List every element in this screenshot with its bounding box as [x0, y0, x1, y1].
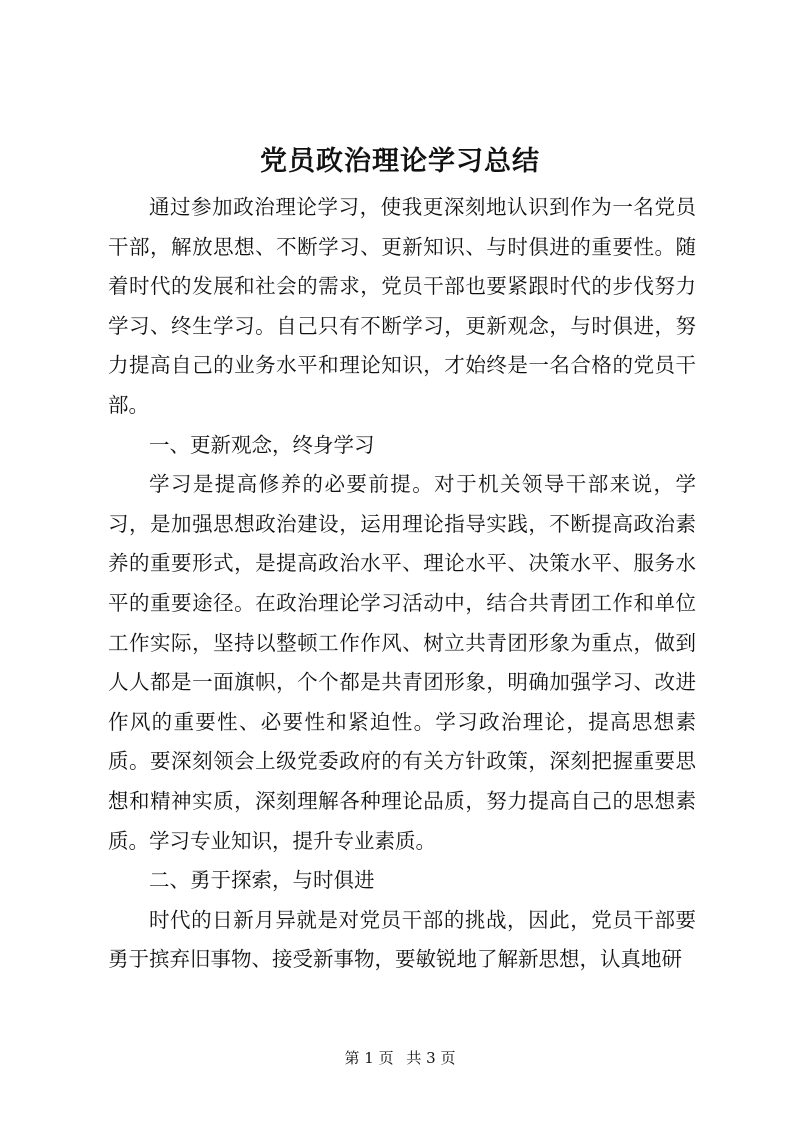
- document-title: 党员政治理论学习总结: [260, 146, 540, 177]
- paragraph-intro: 通过参加政治理论学习，使我更深刻地认识到作为一名党员干部，解放思想、不断学习、更新知识、与时俱进的重要性。随着时代的发展和社会的需求，党员干部也要紧跟时代的步伐努力学习、终生学习。自己只有不断学习，更新观念，与时俱进，努力提高自己的业务水平和理论知识，才始终是一名合格的党员干部。: [108, 195, 696, 417]
- section-heading-2: 二、勇于探索，与时俱进: [149, 868, 375, 893]
- paragraph-section-2: 时代的日新月异就是对党员干部的挑战，因此，党员干部要勇于摈弃旧事物、接受新事物，要敏锐地了解新思想，认真地研: [108, 907, 696, 972]
- section-heading-1: 一、更新观念，终身学习: [149, 432, 375, 457]
- page-footer: [0, 1048, 800, 1068]
- paragraph-section-1: 学习是提高修养的必要前提。对于机关领导干部来说，学习，是加强思想政治建设，运用理论指导实践，不断提高政治素养的重要形式，是提高政治水平、理论水平、决策水平、服务水平的重要途径。在政治理论学习活动中，结合共青团工作和单位工作实际，坚持以整顿工作作风、树立共青团形象为重点，做到人人都是一面旗帜，个个都是共青团形象，明确加强学习、改进作风的重要性、必要性和紧迫性。学习政治理论，提高思想素质。要深刻领会上级党委政府的有关方针政策，深刻把握重要思想和精神实质，深刻理解各种理论品质，努力提高自己的思想素质。学习专业知识，提升专业素质。: [108, 472, 696, 853]
- page-total: 共 3 页: [406, 1049, 456, 1067]
- page-number: 第 1 页: [344, 1049, 394, 1067]
- document-body: [108, 188, 696, 980]
